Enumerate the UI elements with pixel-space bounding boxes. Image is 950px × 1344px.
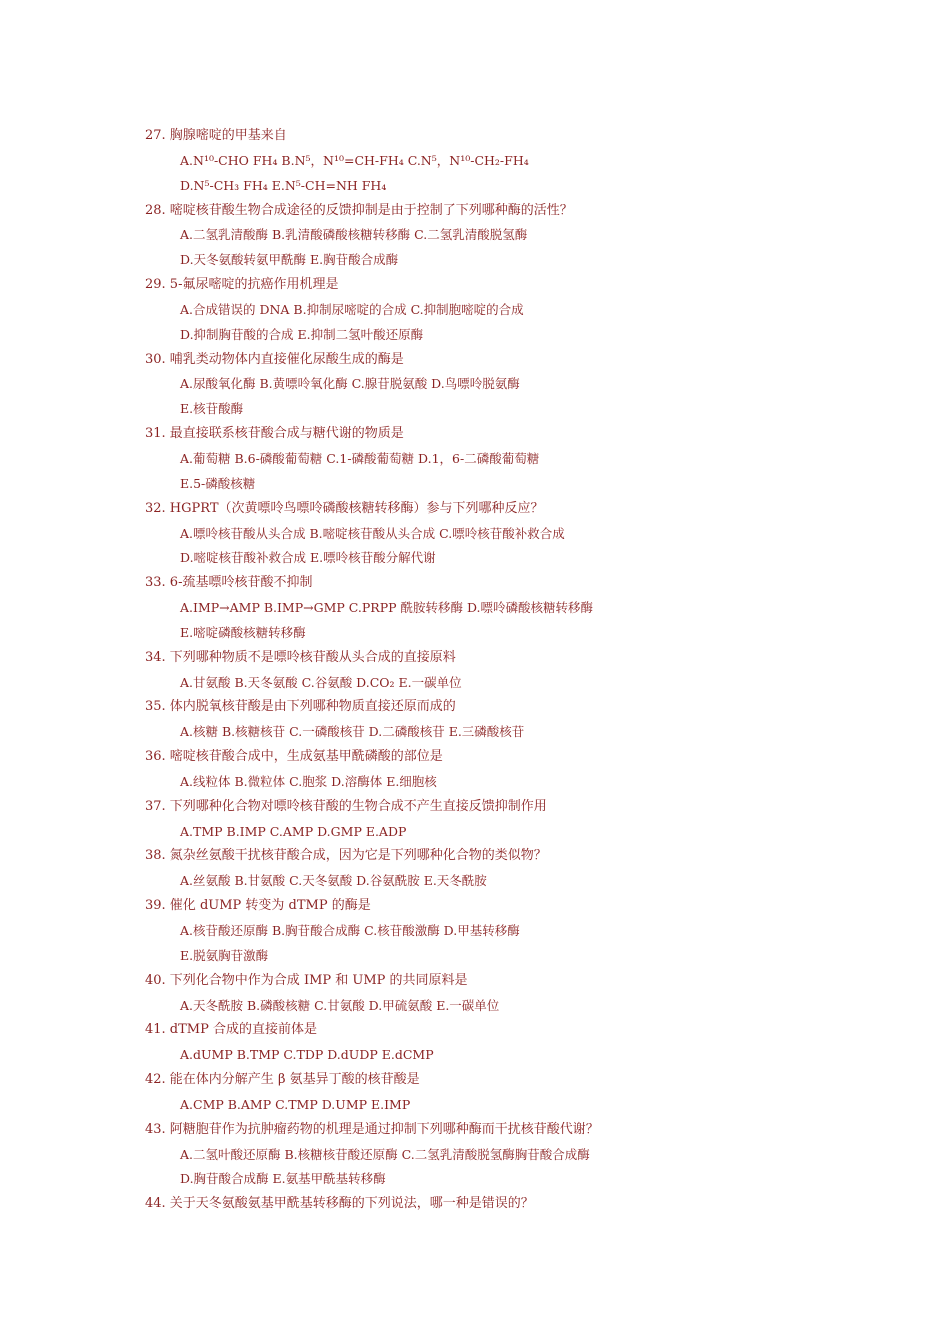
answer-options: D.嘧啶核苷酸补救合成 E.嘌呤核苷酸分解代谢 — [180, 550, 436, 566]
answer-options: D.胸苷酸合成酶 E.氨基甲酰基转移酶 — [180, 1171, 386, 1187]
answer-options: A.N¹⁰-CHO FH₄ B.N⁵，N¹⁰=CH-FH₄ C.N⁵，N¹⁰-CH₂-FH₄ — [180, 152, 529, 168]
answer-options: A.天冬酰胺 B.磷酸核糖 C.甘氨酸 D.甲硫氨酸 E.一碳单位 — [180, 997, 500, 1013]
question-stem: 40. 下列化合物中作为合成 IMP 和 UMP 的共同原料是 — [145, 972, 468, 988]
question-stem: 39. 催化 dUMP 转变为 dTMP 的酶是 — [145, 898, 371, 914]
answer-options: A.尿酸氧化酶 B.黄嘌呤氧化酶 C.腺苷脱氨酸 D.鸟嘌呤脱氨酶 — [180, 376, 520, 392]
question-stem: 37. 下列哪种化合物对嘌呤核苷酸的生物合成不产生直接反馈抑制作用 — [145, 798, 547, 814]
answer-options: A.核苷酸还原酶 B.胸苷酸合成酶 C.核苷酸激酶 D.甲基转移酶 — [180, 923, 520, 938]
answer-options: E.脱氨胸苷激酶 — [180, 947, 269, 963]
answer-options: E.核苷酸酶 — [180, 401, 244, 417]
answer-options: D.N⁵-CH₃ FH₄ E.N⁵-CH=NH FH₄ — [180, 177, 387, 193]
answer-options: A.丝氨酸 B.甘氨酸 C.天冬氨酸 D.谷氨酰胺 E.天冬酰胺 — [180, 873, 487, 889]
answer-options: A.TMP B.IMP C.AMP D.GMP E.ADP — [180, 823, 407, 839]
answer-options: A.嘌呤核苷酸从头合成 B.嘧啶核苷酸从头合成 C.嘌呤核苷酸补救合成 — [180, 525, 565, 541]
answer-options: A.甘氨酸 B.天冬氨酸 C.谷氨酸 D.CO₂ E.一碳单位 — [180, 674, 462, 690]
answer-options: A.二氢乳清酸酶 B.乳清酸磷酸核糖转移酶 C.二氢乳清酸脱氢酶 — [180, 227, 528, 243]
answer-options: A.CMP B.AMP C.TMP D.UMP E.IMP — [180, 1096, 411, 1112]
question-stem: 30. 哺乳类动物体内直接催化尿酸生成的酶是 — [145, 351, 404, 367]
question-stem: 43. 阿糖胞苷作为抗肿瘤药物的机理是通过抑制下列哪种酶而干扰核苷酸代谢？ — [145, 1121, 599, 1137]
question-stem: 33. 6-巯基嘌呤核苷酸不抑制 — [145, 575, 313, 591]
answer-options: D.抑制胸苷酸的合成 E.抑制二氢叶酸还原酶 — [180, 326, 424, 342]
question-stem: 42. 能在体内分解产生 β 氨基异丁酸的核苷酸是 — [145, 1072, 420, 1088]
answer-options: A.葡萄糖 B.6-磷酸葡萄糖 C.1-磷酸葡萄糖 D.1，6-二磷酸葡萄糖 — [180, 450, 540, 466]
answer-options: A.合成错误的 DNA B.抑制尿嘧啶的合成 C.抑制胞嘧啶的合成 — [180, 301, 524, 317]
question-stem: 44. 关于天冬氨酸氨基甲酰基转移酶的下列说法，哪一种是错误的？ — [145, 1196, 534, 1212]
answer-options: A.IMP→AMP B.IMP→GMP C.PRPP 酰胺转移酶 D.嘌呤磷酸核糖转移酶 — [180, 600, 594, 616]
question-stem: 36. 嘧啶核苷酸合成中，生成氨基甲酰磷酸的部位是 — [145, 749, 443, 765]
question-stem: 31. 最直接联系核苷酸合成与糖代谢的物质是 — [145, 426, 404, 442]
answer-options: E.5-磷酸核糖 — [180, 475, 256, 491]
question-stem: 38. 氮杂丝氨酸干扰核苷酸合成，因为它是下列哪种化合物的类似物？ — [145, 848, 547, 864]
question-stem: 28. 嘧啶核苷酸生物合成途径的反馈抑制是由于控制了下列哪种酶的活性？ — [145, 202, 573, 218]
question-stem: 29. 5-氟尿嘧啶的抗癌作用机理是 — [145, 277, 339, 293]
answer-options: D.天冬氨酸转氨甲酰酶 E.胸苷酸合成酶 — [180, 252, 399, 268]
answer-options: A.dUMP B.TMP C.TDP D.dUDP E.dCMP — [180, 1047, 434, 1063]
question-list — [0, 124, 950, 1217]
question-stem: 41. dTMP 合成的直接前体是 — [145, 1022, 317, 1038]
answer-options: E.嘧啶磷酸核糖转移酶 — [180, 624, 306, 640]
answer-options: A.二氢叶酸还原酶 B.核糖核苷酸还原酶 C.二氢乳清酸脱氢酶胸苷酸合成酶 — [180, 1146, 590, 1162]
question-stem: 35. 体内脱氧核苷酸是由下列哪种物质直接还原而成的 — [145, 699, 456, 715]
answer-options: A.核糖 B.核糖核苷 C.一磷酸核苷 D.二磷酸核苷 E.三磷酸核苷 — [180, 724, 525, 740]
answer-options: A.线粒体 B.微粒体 C.胞浆 D.溶酶体 E.细胞核 — [180, 773, 437, 789]
question-stem: 27. 胸腺嘧啶的甲基来自 — [145, 128, 287, 143]
question-stem: 32. HGPRT（次黄嘌呤鸟嘌呤磷酸核糖转移酶）参与下列哪种反应？ — [145, 500, 544, 516]
question-stem: 34. 下列哪种物质不是嘌呤核苷酸从头合成的直接原料 — [145, 649, 456, 665]
